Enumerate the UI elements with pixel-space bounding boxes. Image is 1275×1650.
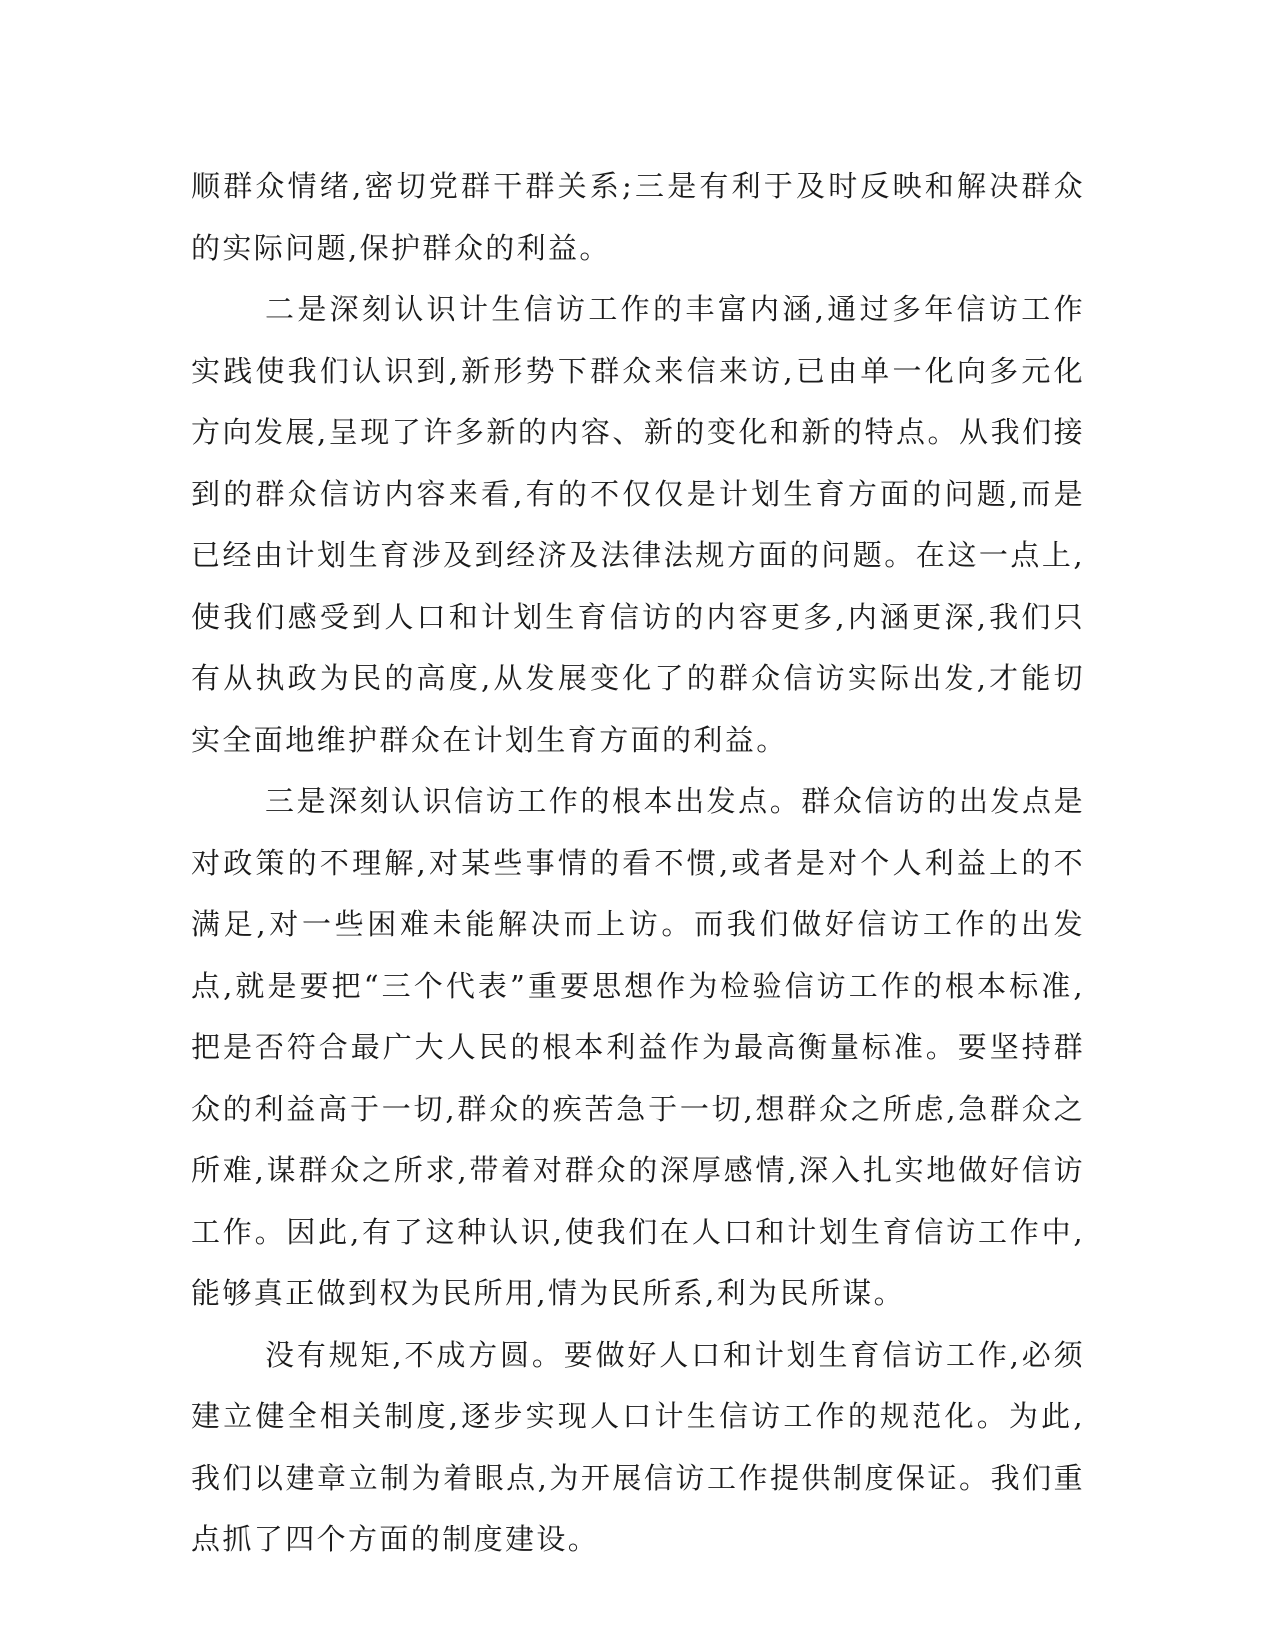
paragraph-continued: 顺群众情绪,密切党群干群关系;三是有利于及时反映和解决群众的实际问题,保护群众的利益。 bbox=[191, 169, 1085, 265]
paragraph-rules: 没有规矩,不成方圆。要做好人口和计划生育信访工作,必须建立健全相关制度,逐步实现人口计生信访工作的规范化。为此,我们以建章立制为着眼点,为开展信访工作提供制度保证。我们重点抓了四个方面的制度建设。 bbox=[191, 1337, 1085, 1556]
paragraph-point-two: 二是深刻认识计生信访工作的丰富内涵,通过多年信访工作实践使我们认识到,新形势下群众来信来访,已由单一化向多元化方向发展,呈现了许多新的内容、新的变化和新的特点。从我们接到的群众信访内容来看,有的不仅仅是计划生育方面的问题,而是已经由计划生育涉及到经济及法律法规方面的问题。在这一点上,使我们感受到人口和计划生育信访的内容更多,内涵更深,我们只有从执政为民的高度,从发展变化了的群众信访实际出发,才能切实全面地维护群众在计划生育方面的利益。 bbox=[191, 292, 1085, 757]
paragraph-point-three: 三是深刻认识信访工作的根本出发点。群众信访的出发点是对政策的不理解,对某些事情的看不惯,或者是对个人利益上的不满足,对一些困难未能解决而上访。而我们做好信访工作的出发点,就是要把“三个代表”重要思想作为检验信访工作的根本标准,把是否符合最广大人民的根本利益作为最高衡量标准。要坚持群众的利益高于一切,群众的疾苦急于一切,想群众之所虑,急群众之所难,谋群众之所求,带着对群众的深厚感情,深入扎实地做好信访工作。因此,有了这种认识,使我们在人口和计划生育信访工作中,能够真正做到权为民所用,情为民所系,利为民所谋。 bbox=[191, 784, 1085, 1310]
document-body bbox=[191, 156, 1085, 1571]
